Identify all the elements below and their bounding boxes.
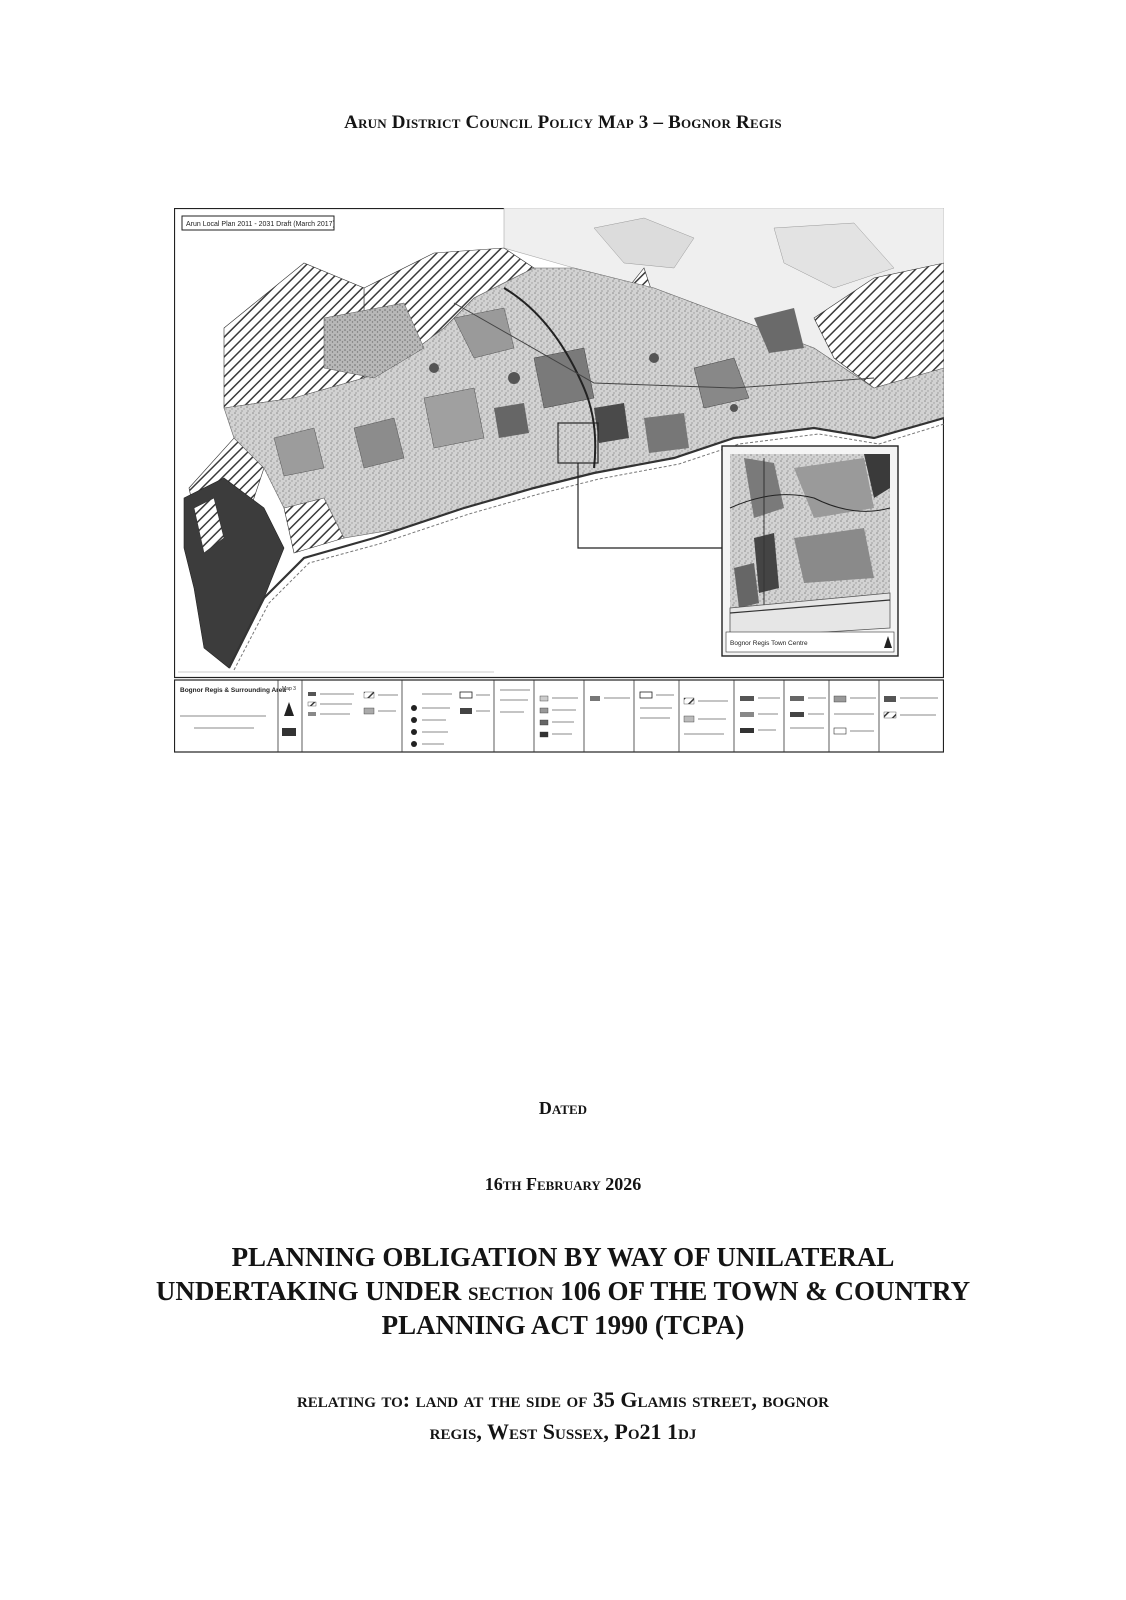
relating-to-line-1: relating to: land at the side of 35 Glamis street, bognor — [296, 1387, 830, 1412]
document-heading — [150, 1240, 976, 1342]
inset-label: Bognor Regis Town Centre — [730, 640, 808, 647]
relating-to — [130, 1384, 996, 1448]
map-legend — [175, 680, 944, 752]
policy-map — [174, 208, 944, 754]
document-date: 16th February 2026 — [484, 1174, 642, 1194]
dated-label: Dated — [538, 1098, 588, 1118]
relating-to-line-2: regis, West Sussex, Po21 1dj — [429, 1419, 697, 1444]
heading-part-2: 106 OF THE TOWN & COUNTRY PLANNING ACT 1990 (TCPA) — [381, 1276, 971, 1340]
heading-part-1: PLANNING OBLIGATION BY WAY OF UNILATERAL UNDERTAKING UNDER — [155, 1242, 895, 1306]
inset-map — [722, 446, 898, 656]
policy-map-image — [174, 208, 944, 754]
document-title: Arun District Council Policy Map 3 – Bognor Regis — [344, 112, 782, 133]
legend-area-title: Bognor Regis & Surrounding Area — [180, 687, 286, 694]
heading-section-word: section — [467, 1276, 554, 1306]
plan-title: Arun Local Plan 2011 - 2031 Draft (March 2017) — [186, 221, 335, 228]
legend-map-number: Map 3 — [282, 686, 296, 692]
